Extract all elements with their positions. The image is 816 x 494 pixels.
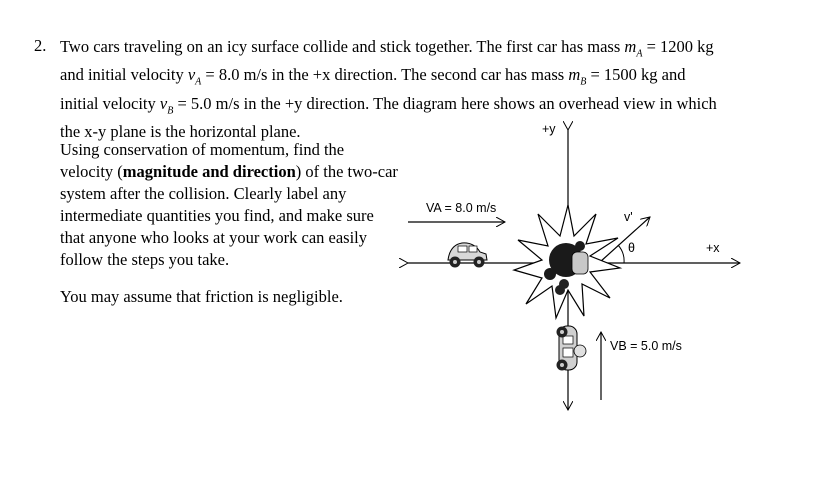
instructions-text-b: ) of the two-car system after the collision. Clearly label any intermediate quantities you find, and make sure that anyone who looks at your work can easily follow the steps you take. bbox=[60, 162, 398, 269]
instructions-bold: magnitude and direction bbox=[122, 162, 296, 181]
line1-text-b: = 1200 kg bbox=[642, 37, 714, 56]
collision-burst bbox=[514, 205, 620, 318]
statement-line-4: the x-y plane is the horizontal plane. bbox=[60, 121, 301, 141]
car-b bbox=[557, 326, 587, 371]
velocity-a-label: VA = 8.0 m/s bbox=[426, 201, 497, 215]
velocity-a-subscript: A bbox=[195, 76, 202, 88]
mass-b-symbol: m bbox=[568, 65, 581, 85]
line3-text-b: = 5.0 m/s in the +y direction. The diagram here shows an overhead view in which bbox=[173, 93, 717, 113]
line2-text-b: = 8.0 m/s in the +x direction. The second car has mass bbox=[201, 65, 569, 85]
line2-text-c: = 1500 kg and bbox=[586, 65, 686, 85]
theta-arc bbox=[618, 245, 624, 263]
mass-a-subscript: A bbox=[636, 48, 643, 60]
mass-b-subscript: B bbox=[580, 76, 587, 88]
velocity-a-symbol: v bbox=[187, 65, 196, 85]
question-number: 2. bbox=[34, 36, 47, 55]
line2-text-a: and initial velocity bbox=[60, 65, 188, 85]
mass-a-symbol: m bbox=[624, 37, 637, 56]
velocity-b-symbol: v bbox=[159, 93, 168, 113]
velocity-b-label: VB = 5.0 m/s bbox=[610, 339, 682, 353]
instructions-text-a: Using conservation of momentum, find the velocity ( bbox=[60, 140, 345, 181]
x-axis-label: +x bbox=[706, 241, 720, 255]
car-a bbox=[448, 243, 487, 268]
y-axis-label: +y bbox=[542, 122, 556, 136]
theta-label: θ bbox=[628, 241, 635, 255]
line1-text-a: Two cars traveling on an icy surface collide and stick together. The first car has mass bbox=[60, 37, 625, 56]
final-velocity-label: v' bbox=[624, 210, 633, 224]
line3-text-a: initial velocity bbox=[60, 93, 160, 113]
friction-note: You may assume that friction is negligible. bbox=[60, 287, 343, 306]
velocity-b-subscript: B bbox=[167, 104, 174, 116]
